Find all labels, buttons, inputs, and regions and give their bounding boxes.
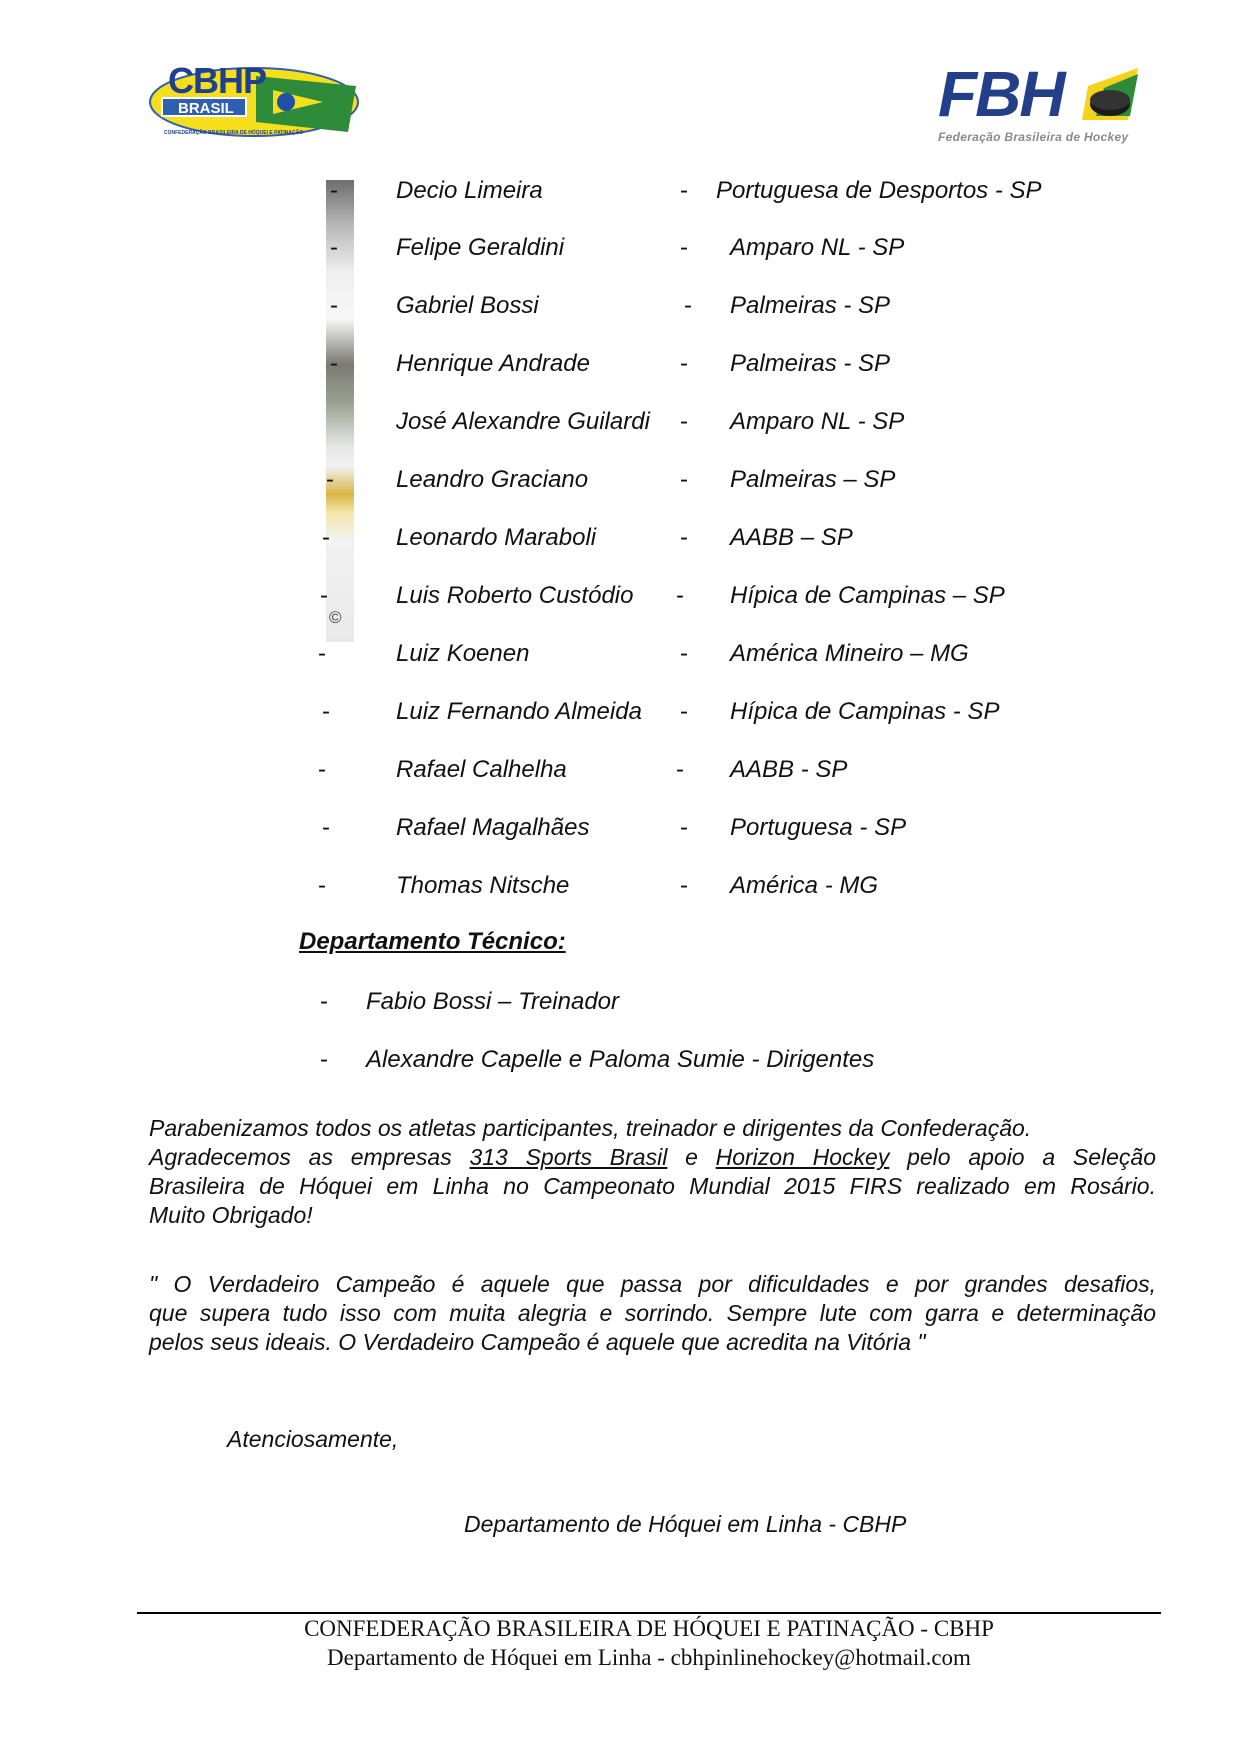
copyright-icon: © <box>329 608 342 627</box>
roster-separator: - <box>680 408 688 435</box>
roster-separator: - <box>680 466 688 493</box>
roster-separator: - <box>680 234 688 261</box>
athlete-club: Portuguesa de Desportos - SP <box>716 177 1042 204</box>
athlete-name: Gabriel Bossi <box>396 292 539 319</box>
cbhp-logo <box>148 58 360 146</box>
athlete-name: Rafael Calhelha <box>396 756 567 783</box>
roster-bullet: - <box>322 814 330 841</box>
roster-separator: - <box>680 698 688 725</box>
roster-bullet: - <box>320 582 328 609</box>
roster-bullet: - <box>330 292 338 319</box>
athlete-name: Luiz Koenen <box>396 640 530 667</box>
closing-salutation: Atenciosamente, <box>227 1426 399 1452</box>
athlete-club: Amparo NL - SP <box>730 234 905 261</box>
athlete-name: Henrique Andrade <box>396 350 590 377</box>
athlete-club: América - MG <box>730 872 879 899</box>
athlete-club: Hípica de Campinas - SP <box>730 698 1000 725</box>
athlete-name: José Alexandre Guilardi <box>396 408 650 435</box>
quote-line: " O Verdadeiro Campeão é aquele que passa por dificuldades e por grandes desafios, <box>149 1271 1156 1297</box>
fbh-tagline: Federação Brasileira de Hockey <box>938 130 1129 144</box>
athlete-club: Palmeiras - SP <box>730 350 891 377</box>
puck-icon <box>1082 66 1142 122</box>
roster-bullet: - <box>326 466 334 493</box>
thanks-text: Agradecemos as empresas <box>149 1144 470 1170</box>
fbh-logo <box>938 58 1150 146</box>
technical-department-title: Departamento Técnico: <box>299 928 566 955</box>
staff-member: Fabio Bossi – Treinador <box>366 988 620 1015</box>
footer-contact: Departamento de Hóquei em Linha - cbhpinlinehockey@hotmail.com <box>327 1645 971 1670</box>
staff-member: Alexandre Capelle e Paloma Sumie - Dirigentes <box>366 1046 875 1073</box>
footer-organization: CONFEDERAÇÃO BRASILEIRA DE HÓQUEI E PATINAÇÃO - CBHP <box>304 1616 994 1641</box>
athlete-club: Hípica de Campinas – SP <box>730 582 1005 609</box>
roster-separator: - <box>680 640 688 667</box>
sponsor-horizon-hockey: Horizon Hockey <box>715 1144 890 1170</box>
thanks-line: Muito Obrigado! <box>149 1202 313 1228</box>
quote-line: que supera tudo isso com muita alegria e sorrindo. Sempre lute com garra e determinação <box>149 1300 1156 1326</box>
roster-bullet: - <box>330 234 338 261</box>
roster-separator: - <box>680 872 688 899</box>
roster-bullet: - <box>330 177 338 204</box>
thanks-line: Parabenizamos todos os atletas participantes, treinador e dirigentes da Confederação. <box>149 1115 1032 1141</box>
fbh-wordmark: FBH <box>938 58 1064 130</box>
quote-line: pelos seus ideais. O Verdadeiro Campeão é aquele que acredita na Vitória " <box>149 1329 926 1355</box>
quote-paragraph <box>149 1270 1156 1357</box>
athlete-name: Thomas Nitsche <box>396 872 570 899</box>
sponsor-313-sports: 313 Sports Brasil <box>469 1144 668 1170</box>
roster-bullet: - <box>318 872 326 899</box>
roster-bullet: - <box>322 698 330 725</box>
staff-bullet: - <box>320 1046 328 1073</box>
athlete-club: América Mineiro – MG <box>730 640 969 667</box>
thanks-paragraph <box>149 1114 1156 1230</box>
athlete-club: AABB - SP <box>730 756 848 783</box>
roster-bullet: - <box>322 524 330 551</box>
roster-separator: - <box>680 524 688 551</box>
roster-separator: - <box>676 582 684 609</box>
athlete-name: Decio Limeira <box>396 177 543 204</box>
athlete-club: Portuguesa - SP <box>730 814 907 841</box>
roster-bullet: - <box>330 350 338 377</box>
cbhp-tagline: CONFEDERAÇÃO BRASILEIRA DE HÓQUEI E PATINAÇÃO <box>164 130 304 136</box>
roster-separator: - <box>680 177 688 204</box>
athlete-club: Amparo NL - SP <box>730 408 905 435</box>
athlete-name: Luis Roberto Custódio <box>396 582 634 609</box>
roster-separator: - <box>680 350 688 377</box>
athlete-name: Felipe Geraldini <box>396 234 565 261</box>
athlete-name: Leonardo Maraboli <box>396 524 597 551</box>
signature: Departamento de Hóquei em Linha - CBHP <box>464 1511 907 1537</box>
roster-separator: - <box>680 814 688 841</box>
roster-bullet: - <box>318 640 326 667</box>
thanks-line-sponsors <box>149 1143 1156 1172</box>
athlete-club: Palmeiras – SP <box>730 466 896 493</box>
athlete-club: AABB – SP <box>730 524 853 551</box>
roster-separator: - <box>676 756 684 783</box>
athlete-name: Leandro Graciano <box>396 466 589 493</box>
staff-bullet: - <box>320 988 328 1015</box>
roster-bullet: - <box>318 756 326 783</box>
cbhp-badge: BRASIL <box>178 100 234 117</box>
athlete-name: Rafael Magalhães <box>396 814 590 841</box>
thanks-line: Brasileira de Hóquei em Linha no Campeonato Mundial 2015 FIRS realizado em Rosário. <box>149 1173 1156 1199</box>
roster-separator: - <box>684 292 692 319</box>
thanks-text: e <box>667 1144 716 1170</box>
thanks-text: pelo apoio a Seleção <box>889 1144 1157 1170</box>
athlete-name: Luiz Fernando Almeida <box>396 698 642 725</box>
cbhp-wordmark: CBHP <box>168 60 267 101</box>
athlete-club: Palmeiras - SP <box>730 292 891 319</box>
